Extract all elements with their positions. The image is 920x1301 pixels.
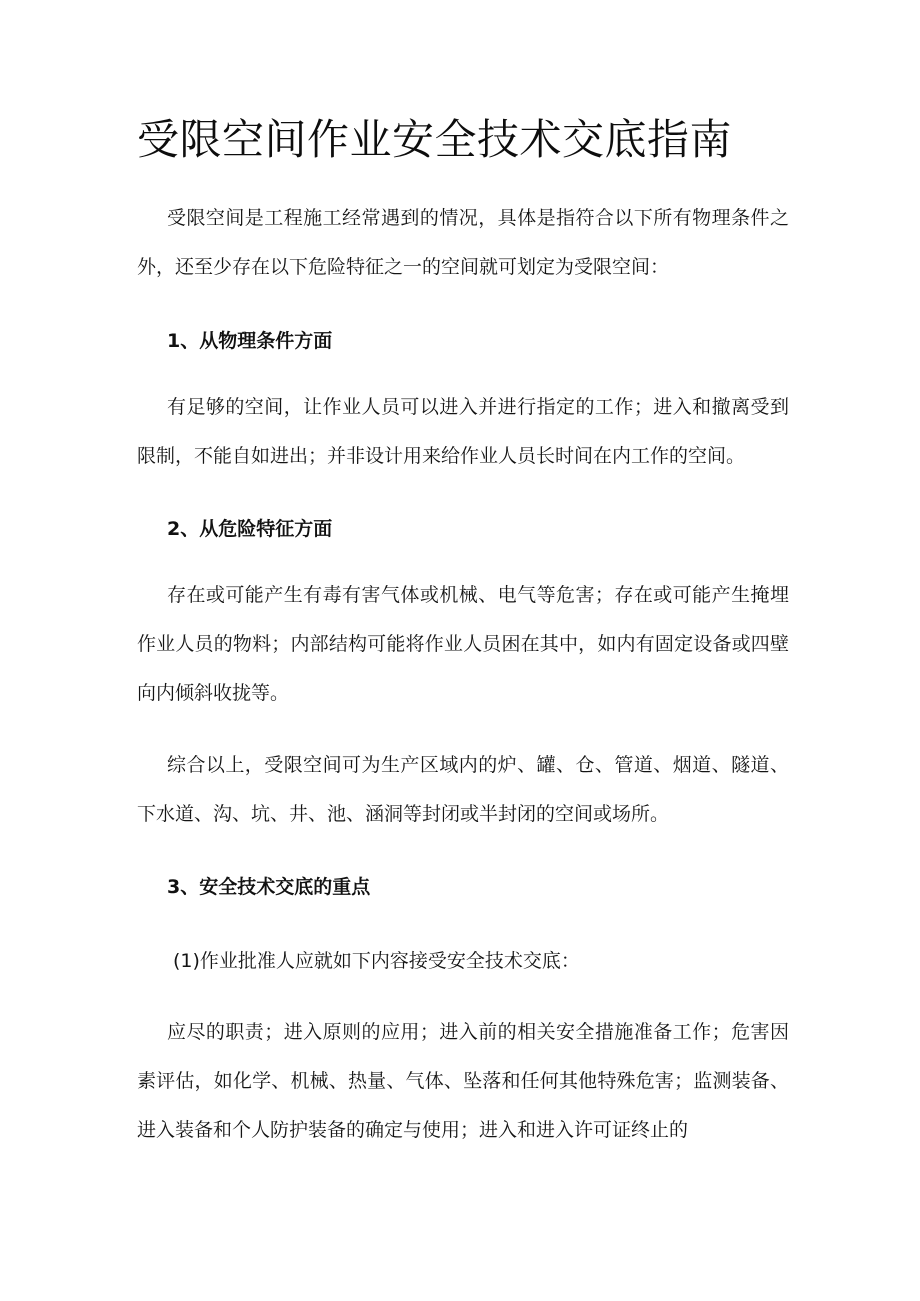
section-1-body: 有足够的空间，让作业人员可以进入并进行指定的工作；进入和撤离受到限制，不能自如进出；并非设计用来给作业人员长时间在内工作的空间。 bbox=[137, 396, 789, 467]
document-title: 受限空间作业安全技术交底指南 bbox=[137, 115, 733, 164]
intro-paragraph: 受限空间是工程施工经常遇到的情况，具体是指符合以下所有物理条件之外，还至少存在以下危险特征之一的空间就可划定为受限空间： bbox=[137, 207, 789, 278]
section-2-heading: 2、从危险特征方面 bbox=[167, 518, 333, 540]
section-3-sub-item: (1)作业批准人应就如下内容接受安全技术交底： bbox=[173, 950, 580, 972]
summary-paragraph: 综合以上，受限空间可为生产区域内的炉、罐、仓、管道、烟道、隧道、下水道、沟、坑、井、池、涵洞等封闭或半封闭的空间或场所。 bbox=[137, 754, 789, 825]
section-3-body: 应尽的职责；进入原则的应用；进入前的相关安全措施准备工作；危害因素评估，如化学、机械、热量、气体、坠落和任何其他特殊危害；监测装备、进入装备和个人防护装备的确定与使用；进入和进入许可证终止的 bbox=[137, 1021, 789, 1141]
section-1-heading: 1、从物理条件方面 bbox=[167, 330, 333, 352]
section-2-body: 存在或可能产生有毒有害气体或机械、电气等危害；存在或可能产生掩埋作业人员的物料；内部结构可能将作业人员困在其中，如内有固定设备或四壁向内倾斜收拢等。 bbox=[137, 584, 789, 704]
section-3-heading: 3、安全技术交底的重点 bbox=[167, 876, 371, 898]
